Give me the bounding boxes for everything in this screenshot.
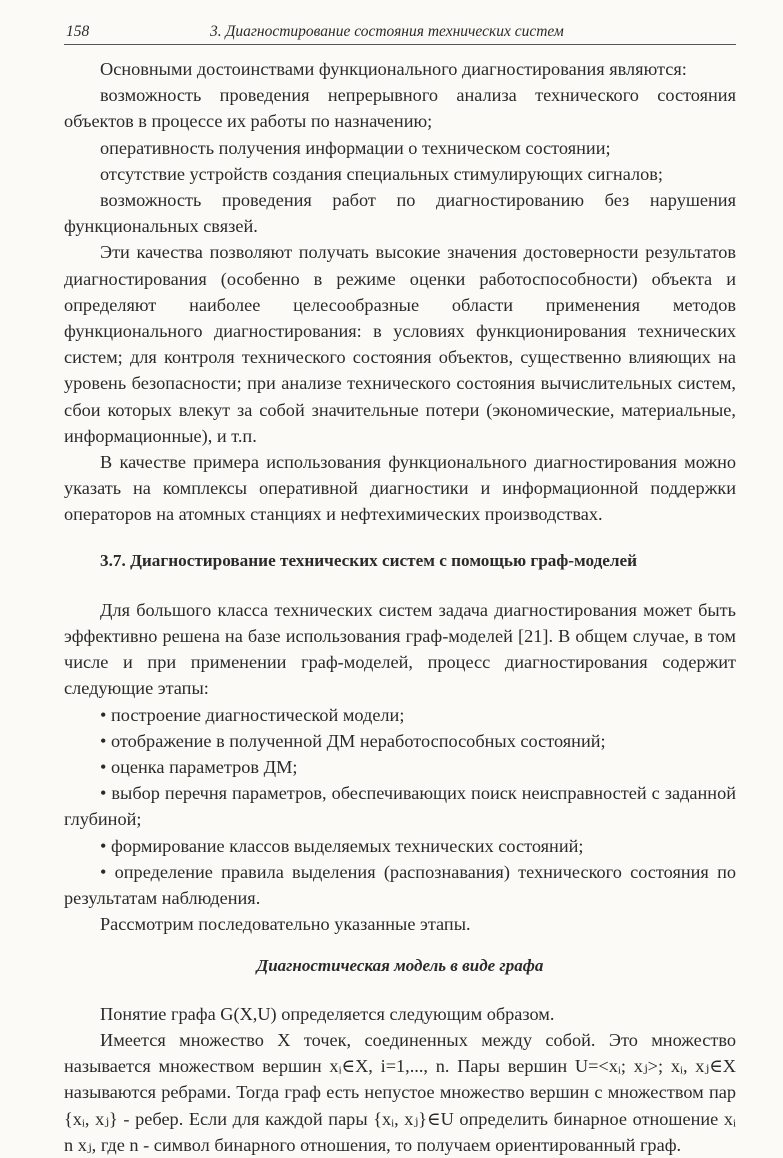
running-title: 3. Диагностирование состояния технических систем: [210, 23, 564, 40]
bullet-item: • оценка параметров ДМ;: [100, 757, 298, 778]
paragraph: Для большого класса технических систем задача диагностирования может быть эффективно решена на базе использования граф-моделей [21]. В общем случае, в том числе и при применении граф-моделей, процесс диагностирования содержит следующие этапы:: [64, 599, 736, 699]
bullet-item: • построение диагностической модели;: [100, 704, 405, 725]
bullet-item: • формирование классов выделяемых технических состояний;: [100, 835, 584, 856]
bullet-item: • выбор перечня параметров, обеспечивающих поиск неисправностей с заданной глубиной;: [64, 783, 736, 830]
book-page: [64, 20, 736, 1158]
bullet-item: • определение правила выделения (распознавания) технического состояния по результатам наблюдения.: [64, 861, 736, 909]
paragraph: Основными достоинствами функционального диагностирования являются:: [100, 59, 687, 79]
paragraph: отсутствие устройств создания специальных стимулирующих сигналов;: [100, 163, 663, 184]
paragraph: возможность проведения непрерывного анализа технического состояния объектов в процессе их работы по назначению;: [64, 85, 736, 132]
section-heading: 3.7. Диагностирование технических систем с помощью граф-моделей: [100, 550, 638, 570]
paragraph: В качестве примера использования функционального диагностирования можно указать на комплексы оперативной диагностики и информационной поддержки операторов на атомных станциях и нефтехимических производствах.: [64, 452, 736, 525]
running-header: [64, 20, 736, 45]
paragraph: возможность проведения работ по диагностированию без нарушения функциональных связей.: [64, 190, 736, 237]
bullet-item: • отображение в полученной ДМ неработоспособных состояний;: [100, 730, 606, 751]
page-body: [64, 56, 736, 1158]
paragraph: Рассмотрим последовательно указанные этапы.: [100, 914, 471, 935]
paragraph: Имеется множество X точек, соединенных между собой. Это множество называется множеством вершин xᵢ∈X, i=1,..., n. Пары вершин U=<xᵢ; xⱼ>; xᵢ, xⱼ∈X называются ребрами. Тогда граф есть непустое множество вершин с множеством пар {xᵢ, xⱼ} - ребер. Если для каждой пары {xᵢ, xⱼ}∈U определить бинарное отношение xᵢ n xⱼ, где n - символ бинарного отношения, то получаем ориентированный граф.: [64, 1029, 736, 1155]
paragraph: Понятие графа G(X,U) определяется следующим образом.: [100, 1003, 555, 1024]
subsection-heading: Диагностическая модель в виде графа: [256, 955, 544, 975]
page-number: 158: [66, 23, 90, 40]
paragraph: Эти качества позволяют получать высокие значения достоверности результатов диагностирования (особенно в режиме оценки работоспособности) объекта и определяют наиболее целесообразные области применения методов функционального диагностирования: в условиях функционирования технических систем; для контроля технического состояния объектов, существенно влияющих на уровень безопасности; при анализе технического состояния вычислительных систем, сбои которых влекут за собой значительные потери (экономические, материальные, информационные), и т.п.: [64, 242, 736, 446]
paragraph: оперативность получения информации о техническом состоянии;: [100, 137, 611, 158]
